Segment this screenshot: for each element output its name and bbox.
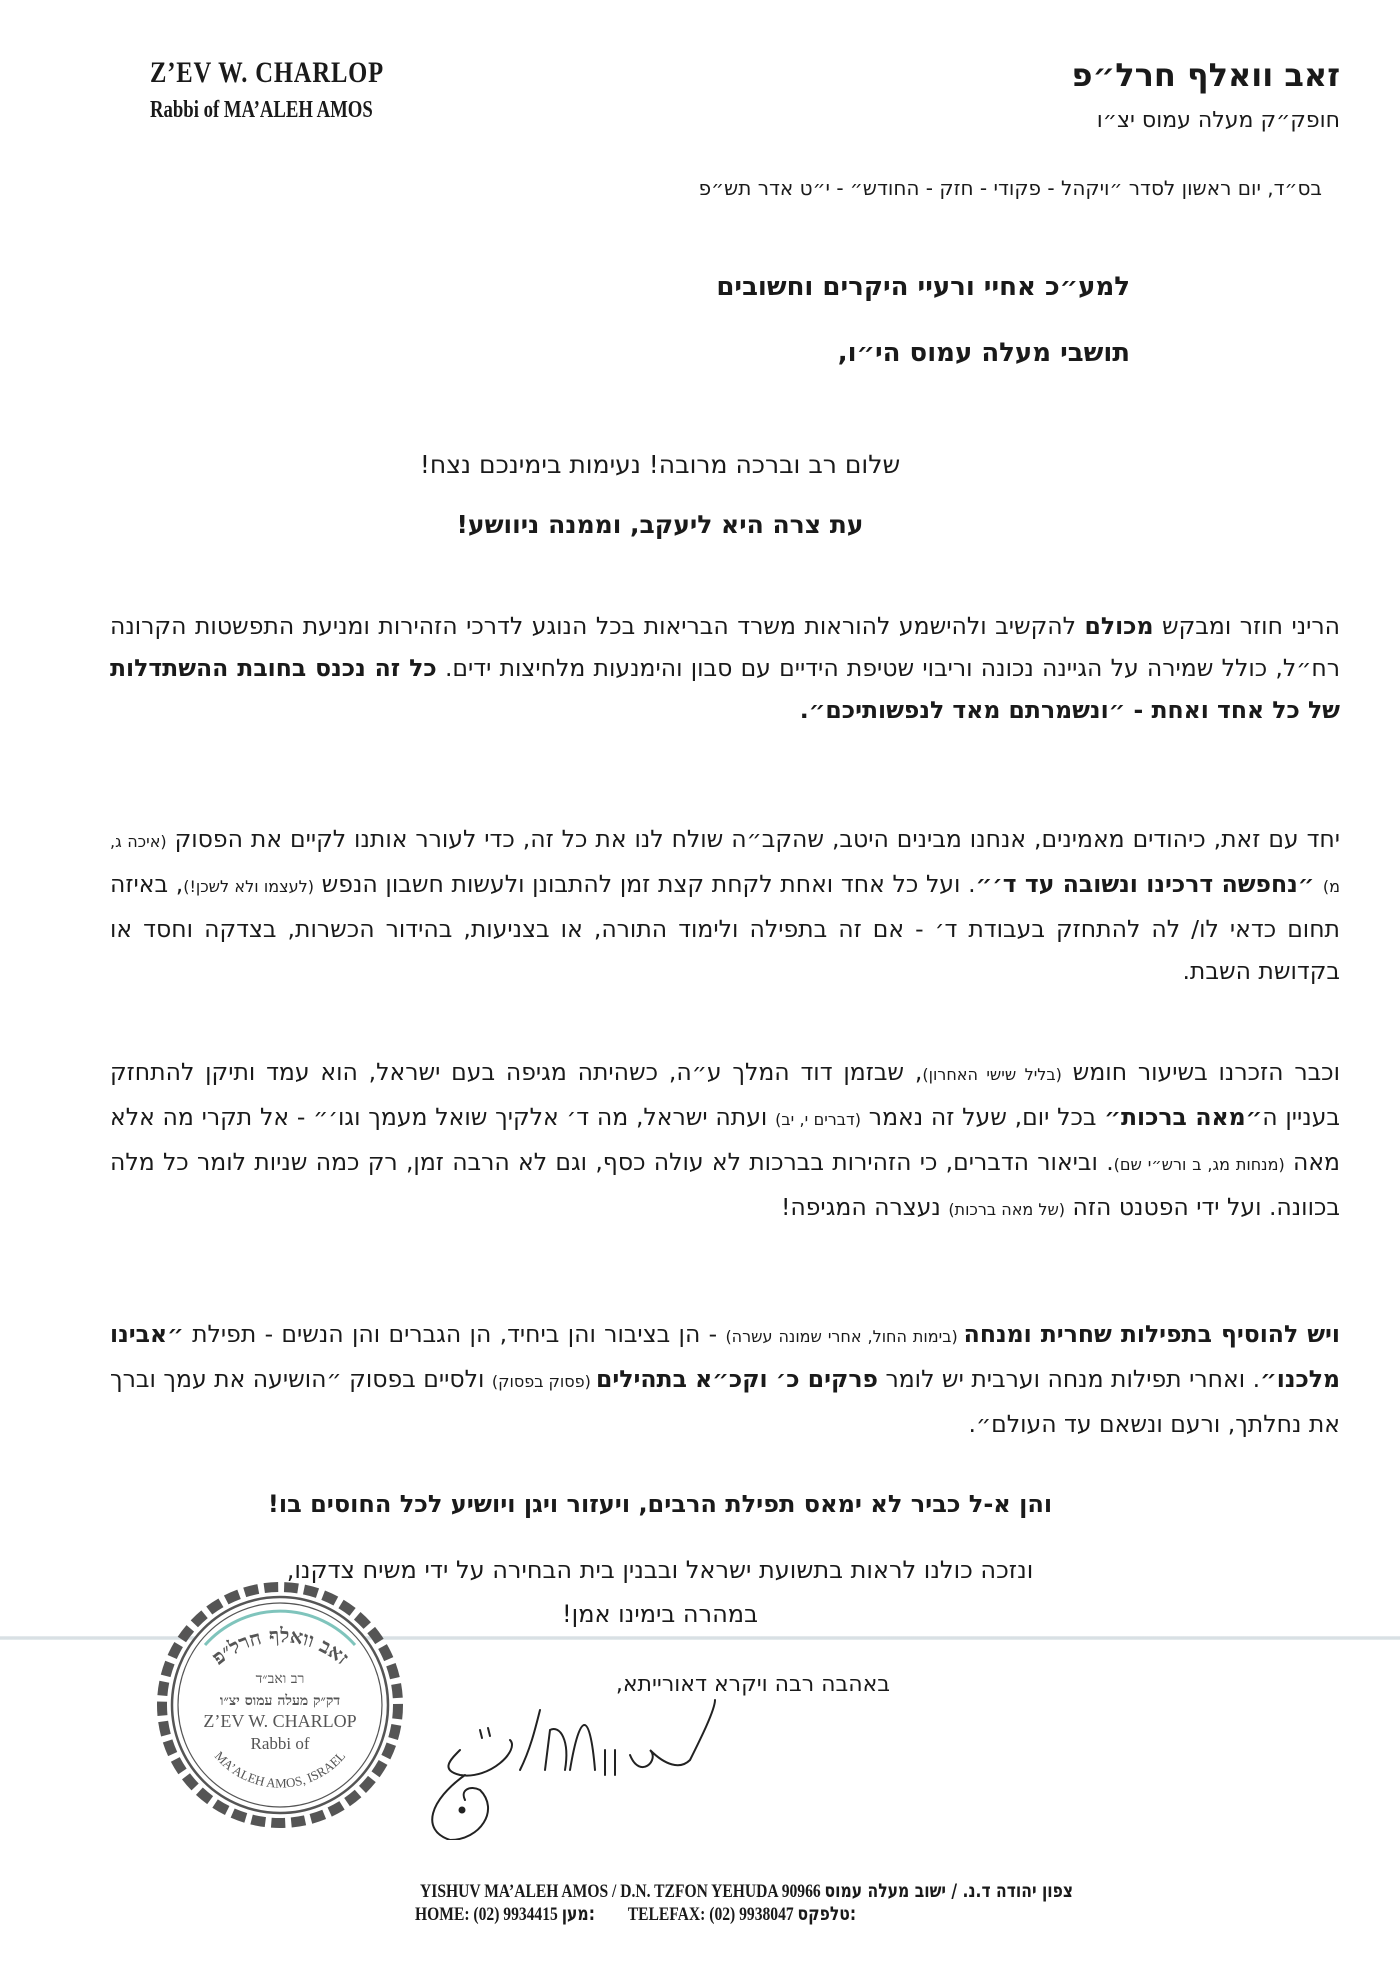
text: בכל יום, שעל זה נאמר bbox=[861, 1103, 1105, 1131]
addressee-line-1: למע״כ אחיי ורעיי היקרים וחשובים bbox=[716, 272, 1130, 302]
text: נעצרה המגיפה! bbox=[780, 1193, 949, 1221]
text: להקשיב ולהישמע להוראות משרד הבריאות בכל הנוגע לדרכי הזהירות ומניעת התפשטות הקרונה רח״ל, כולל שמירה על הגיינה נכונה וריבוי שטיפת הידיים עם סבון והימנעות מלחיצות ידים. bbox=[110, 612, 1340, 682]
greeting-line-2: עת צרה היא ליעקב, וממנה ניוושע! bbox=[456, 510, 864, 539]
home-phone: (02) 9934415 bbox=[473, 1904, 558, 1925]
telefax-phone: (02) 9938047 bbox=[709, 1904, 794, 1925]
emphasis: מכולם bbox=[1084, 612, 1154, 640]
closing-line-2: ונזכה כולנו לראות בתשועת ישראל ובבנין בית הבחירה על ידי משיח צדקנו, bbox=[286, 1556, 1034, 1584]
paragraph-prayer-additions bbox=[110, 1313, 1340, 1445]
text: . ואחרי תפילות מנחה וערבית יש לומר bbox=[877, 1365, 1261, 1393]
signoff: באהבה רבה ויקרא דאורייתא, bbox=[615, 1672, 890, 1697]
citation: (מנחות מג, ב ורש״י שם) bbox=[1113, 1155, 1285, 1174]
addressee-line-2: תושבי מעלה עמוס הי״ו, bbox=[837, 338, 1130, 368]
text: יחד עם זאת, כיהודים מאמינים, אנחנו מבינים היטב, שהקב״ה שולח לנו את כל זה, כדי לעורר אותנו לקיים את הפסוק bbox=[166, 825, 1341, 853]
telefax-label-hebrew: :טלפקס bbox=[797, 1903, 857, 1925]
home-label-hebrew: :מען bbox=[561, 1903, 595, 1925]
parenthetical: (בליל שישי האחרון) bbox=[922, 1065, 1062, 1084]
rabbinical-stamp bbox=[150, 1575, 410, 1835]
parenthetical: (לעצמו ולא לשכן!) bbox=[183, 877, 314, 896]
paragraph-health-instructions bbox=[110, 605, 1340, 731]
emphasis: פרקים כ׳ וקכ״א בתהילים bbox=[595, 1365, 878, 1393]
greeting-line-1: שלום רב וברכה מרובה! נעימות בימינכם נצח! bbox=[419, 450, 901, 479]
stamp-line-1: רב ואב״ד bbox=[255, 1671, 305, 1687]
footer-address-hebrew: צפון יהודה ד.נ. / ישוב מעלה עמוס bbox=[824, 1880, 1074, 1902]
letterhead-english-title: Rabbi of MA’ALEH AMOS bbox=[150, 97, 373, 123]
paragraph-self-reflection bbox=[110, 818, 1340, 992]
text: ועתה ישראל, מה ד׳ אלקיך שואל מעמך וגו׳״ - אל תקרי מה אלא מאה bbox=[110, 1103, 1341, 1176]
handwritten-signature bbox=[420, 1690, 820, 1840]
parenthetical: (של מאה ברכות) bbox=[948, 1200, 1066, 1219]
citation: (דברים י, יב) bbox=[775, 1110, 862, 1129]
text: ולסיים בפסוק ״הושיעה את עמך וברך את נחלתך, ורעם ונשאם עד העולם״. bbox=[110, 1365, 1340, 1438]
letterhead-hebrew-name: זאב וואלף חרל״פ bbox=[1071, 56, 1340, 94]
paragraph-hundred-blessings bbox=[110, 1051, 1340, 1231]
letterhead-english-name: Z’EV W. CHARLOP bbox=[150, 56, 384, 89]
text: . וביאור הדברים, כי הזהירות בברכות לא עולה כסף, וגם לא הרבה זמן, רק כמה שניות לומר כל מלה בכוונה. ועל ידי הפטנט הזה bbox=[110, 1148, 1340, 1221]
closing-line-3: במהרה בימינו אמן! bbox=[562, 1600, 758, 1628]
text: וכבר הזכרנו בשיעור חומש bbox=[1061, 1058, 1340, 1086]
text: , באיזה תחום כדאי לו/ לה להתחזק בעבודת ד׳ - אם זה בתפילה ולימוד התורה, או בצניעות, בהידור הכשרות, בצדקה וחסד או בקדושת השבת. bbox=[110, 870, 1340, 985]
parenthetical: (פסוק בפסוק) bbox=[491, 1372, 596, 1391]
text: הריני חוזר ומבקש bbox=[1153, 612, 1340, 640]
emphasis: ״אבינו מלכנו״ bbox=[110, 1320, 1340, 1393]
text: - הן בציבור והן ביחיד, הן הגברים והן הנשים - תפילת bbox=[183, 1320, 726, 1348]
emphasis: ״מאה ברכות״ bbox=[1104, 1103, 1263, 1131]
text: . ועל כל אחד ואחת לקחת קצת זמן להתבונן ולעשות חשבון הנפש bbox=[313, 870, 976, 898]
stamp-outer-english: MA’ALEH AMOS, ISRAEL bbox=[211, 1748, 349, 1791]
emphasis: כל זה נכנס בחובת ההשתדלות של כל אחד ואחת - ״ונשמרתם מאד לנפשותיכם״. bbox=[110, 654, 1340, 724]
telefax-label: TELEFAX: bbox=[627, 1904, 706, 1925]
footer-address bbox=[420, 1880, 1073, 1903]
footer-contact bbox=[415, 1903, 856, 1926]
closing-line-1: והן א-ל כביר לא ימאס תפילת הרבים, ויעזור ויגן ויושיע לכל החוסים בו! bbox=[267, 1490, 1053, 1518]
text: , שבזמן דוד המלך ע״ה, כשהיתה מגיפה בעם ישראל, הוא עמד ותיקן להתחזק בעניין ה bbox=[110, 1058, 1341, 1131]
date-line: בס״ד, יום ראשון לסדר ״ויקהל - פקודי - חזק - החודש״ - י״ט אדר תש״פ bbox=[698, 176, 1322, 200]
parenthetical: (בימות החול, אחרי שמונה עשרה) bbox=[725, 1327, 964, 1346]
stamp-outer-hebrew: זאב וואלף חרל״פ bbox=[206, 1622, 354, 1670]
stamp-line-4: Rabbi of bbox=[250, 1734, 310, 1753]
emphasis: ״נחפשה דרכינו ונשובה עד ד׳״ bbox=[975, 870, 1323, 898]
stamp-line-2: דק״ק מעלה עמוס יצ״ו bbox=[219, 1693, 341, 1709]
emphasis: ויש להוסיף בתפילות שחרית ומנחה bbox=[963, 1320, 1340, 1348]
home-label: HOME: bbox=[415, 1904, 470, 1925]
citation: (איכה ג, מ) bbox=[110, 832, 1340, 896]
footer-address-english: YISHUV MA’ALEH AMOS / D.N. TZFON YEHUDA 90966 bbox=[420, 1881, 821, 1902]
letterhead-hebrew-title: חופק״ק מעלה עמוס יצ״ו bbox=[1096, 108, 1340, 133]
stamp-line-3: Z’EV W. CHARLOP bbox=[203, 1711, 357, 1731]
